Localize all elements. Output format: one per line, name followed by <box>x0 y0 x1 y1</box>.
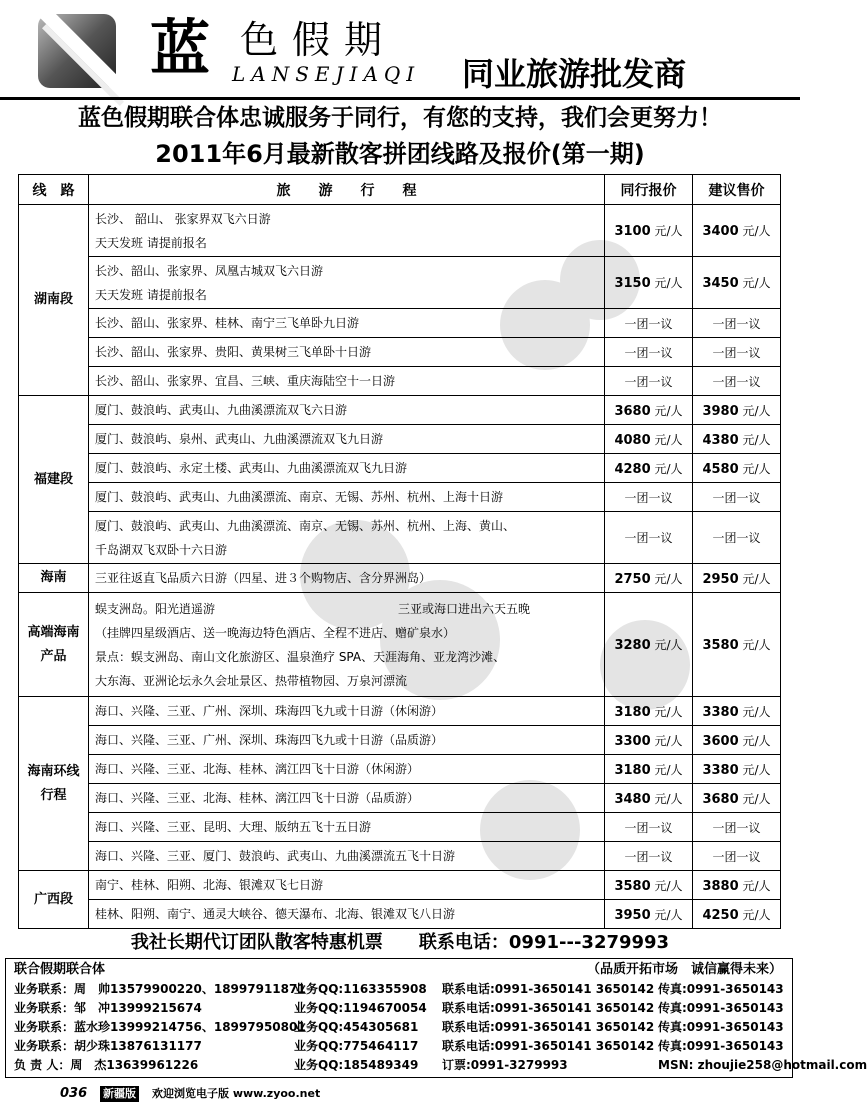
table-row <box>19 697 781 726</box>
price-value: 3480 <box>614 791 651 807</box>
page-number: 036 <box>60 1086 88 1101</box>
price-negotiable: 一团一议 <box>624 316 673 331</box>
route-text: 长沙、韶山、张家界、贵阳、黄果树三飞单卧十日游 <box>95 345 372 359</box>
route-text: 长沙、韶山、张家界、凤凰古城双飞六日游 <box>95 263 324 278</box>
price-unit: 元/人 <box>654 907 683 922</box>
price-negotiable: 一团一议 <box>712 849 761 864</box>
contact-field: 业务联系：胡少珠13876131177 <box>14 1039 202 1053</box>
price-unit: 元/人 <box>654 571 683 586</box>
route-line <box>95 844 600 868</box>
route-line <box>95 757 600 781</box>
price-negotiable: 一团一议 <box>624 849 673 864</box>
contact-tagline: （品质开拓市场 诚信赢得未来） <box>586 962 782 977</box>
route-side-note: 三亚或海口进出六天五晚 <box>397 601 530 616</box>
route-line <box>95 485 600 509</box>
route-cell <box>89 425 605 454</box>
retail-price-cell <box>693 367 781 396</box>
table-row <box>19 338 781 367</box>
table-header-row <box>19 175 781 205</box>
route-cell <box>89 454 605 483</box>
route-text: 厦门、鼓浪屿、武夷山、九曲溪漂流、南京、无锡、苏州、杭州、上海十日游 <box>95 490 504 504</box>
price-unit: 元/人 <box>654 461 683 476</box>
peer-price-cell <box>605 564 693 593</box>
route-cell <box>89 871 605 900</box>
price-value: 4580 <box>702 461 739 477</box>
region-cell: 福建段 <box>19 396 89 564</box>
price-unit: 元/人 <box>654 432 683 447</box>
contact-field: 负 责 人：周 杰13639961226 <box>14 1058 199 1072</box>
price-unit: 元/人 <box>742 907 771 922</box>
retail-price-cell <box>693 871 781 900</box>
table-row <box>19 454 781 483</box>
contact-field: 联系电话:0991-3650141 3650142 <box>442 982 655 996</box>
route-text: 海口、兴隆、三亚、广州、深圳、珠海四飞九或十日游（休闲游） <box>95 704 444 718</box>
route-cell <box>89 755 605 784</box>
price-unit: 元/人 <box>654 224 683 238</box>
contact-field: 业务QQ:454305681 <box>294 1020 419 1034</box>
route-line <box>95 538 600 562</box>
table-row <box>19 784 781 813</box>
route-text: 厦门、鼓浪屿、武夷山、九曲溪漂流双飞六日游 <box>95 403 348 417</box>
price-value: 3680 <box>702 791 739 807</box>
route-line <box>95 231 600 255</box>
route-line <box>95 340 600 364</box>
peer-price-cell <box>605 784 693 813</box>
contact-field: 业务QQ:1163355908 <box>294 982 427 996</box>
route-text: 厦门、鼓浪屿、永定土楼、武夷山、九曲溪漂流双飞九日游 <box>95 461 408 475</box>
price-value: 3580 <box>614 878 651 894</box>
edition-badge: 新疆版 <box>100 1086 139 1102</box>
route-line <box>95 728 600 752</box>
route-line <box>95 283 600 307</box>
price-value: 3880 <box>702 878 739 894</box>
route-price-table <box>18 174 781 929</box>
route-text: 长沙、韶山、张家界、宜昌、三峡、重庆海陆空十一日游 <box>95 374 396 388</box>
retail-price-cell <box>693 593 781 697</box>
table-row <box>19 483 781 512</box>
price-unit: 元/人 <box>742 762 771 777</box>
peer-price-cell <box>605 900 693 929</box>
route-text: 天天发班 请提前报名 <box>95 235 207 250</box>
route-line <box>95 669 600 693</box>
route-text: 长沙、韶山、张家界、桂林、南宁三飞单卧九日游 <box>95 316 360 330</box>
contact-field: 联系电话:0991-3650141 3650142 <box>442 1039 655 1053</box>
ticket-promo: 我社长期代订团队散客特惠机票 联系电话：0991---3279993 <box>130 932 670 953</box>
intro-line: 蓝色假期联合体忠诚服务于同行，有您的支持，我们会更努力！ <box>78 105 722 131</box>
price-value: 4380 <box>702 432 739 448</box>
price-value: 3400 <box>702 224 739 239</box>
retail-price-cell <box>693 900 781 929</box>
route-cell <box>89 367 605 396</box>
table-row <box>19 871 781 900</box>
price-value: 3300 <box>614 733 651 749</box>
price-unit: 元/人 <box>742 878 771 893</box>
route-cell <box>89 338 605 367</box>
contact-field: 业务联系：邹 冲13999215674 <box>14 1001 202 1015</box>
contact-field: 订票:0991-3279993 <box>442 1058 568 1072</box>
retail-price-cell <box>693 338 781 367</box>
retail-price-cell <box>693 755 781 784</box>
price-value: 3280 <box>614 638 651 653</box>
table-row <box>19 564 781 593</box>
contact-box <box>5 958 867 1078</box>
price-unit: 元/人 <box>654 403 683 418</box>
route-cell <box>89 593 605 697</box>
peer-price-cell <box>605 871 693 900</box>
route-line <box>95 699 600 723</box>
route-text: 海口、兴隆、三亚、北海、桂林、漓江四飞十日游（休闲游） <box>95 762 420 776</box>
retail-price-cell <box>693 257 781 309</box>
price-unit: 元/人 <box>654 638 683 652</box>
route-text: 景点：蜈支洲岛、南山文化旅游区、温泉渔疗 SPA、天涯海角、亚龙湾沙滩、 <box>95 649 506 664</box>
header-route: 旅 游 行 程 <box>89 175 605 205</box>
price-value: 3950 <box>614 907 651 923</box>
price-value: 3450 <box>702 276 739 291</box>
price-unit: 元/人 <box>742 403 771 418</box>
price-value: 4080 <box>614 432 651 448</box>
contact-row <box>14 1037 786 1056</box>
route-text: （挂牌四星级酒店、送一晚海边特色酒店、全程不进店、赠矿泉水） <box>95 625 456 640</box>
route-line <box>95 786 600 810</box>
route-line <box>95 427 600 451</box>
price-value: 3680 <box>614 403 651 419</box>
route-text: 长沙、 韶山、 张家界双飞六日游 <box>95 211 271 226</box>
retail-price-cell <box>693 784 781 813</box>
price-unit: 元/人 <box>654 733 683 748</box>
peer-price-cell <box>605 367 693 396</box>
contact-field: 业务QQ:185489349 <box>294 1058 419 1072</box>
route-cell <box>89 564 605 593</box>
price-unit: 元/人 <box>654 878 683 893</box>
route-text: 大东海、亚洲论坛永久会址景区、热带植物园、万泉河漂流 <box>95 673 408 688</box>
route-cell <box>89 483 605 512</box>
contact-title: 联合假期联合体 <box>14 962 106 977</box>
retail-price-cell <box>693 842 781 871</box>
route-cell <box>89 257 605 309</box>
route-text: 千岛湖双飞双卧十六日游 <box>95 542 228 557</box>
route-line <box>95 398 600 422</box>
company-logo <box>38 14 116 88</box>
route-text: 桂林、阳朔、南宁、通灵大峡谷、德天瀑布、北海、银滩双飞八日游 <box>95 907 456 921</box>
table-row <box>19 309 781 338</box>
retail-price-cell <box>693 813 781 842</box>
price-unit: 元/人 <box>742 704 771 719</box>
price-unit: 元/人 <box>742 638 771 652</box>
retail-price-cell <box>693 512 781 564</box>
route-text: 三亚往返直飞品质六日游（四星、进３个购物店、含分界洲岛） <box>95 571 432 585</box>
price-value: 3180 <box>614 762 651 778</box>
peer-price-cell <box>605 454 693 483</box>
price-negotiable: 一团一议 <box>712 820 761 835</box>
table-row <box>19 726 781 755</box>
route-text: 南宁、桂林、阳朔、北海、银滩双飞七日游 <box>95 878 324 892</box>
contact-field: 业务QQ:1194670054 <box>294 1001 427 1015</box>
route-text: 厦门、鼓浪屿、泉州、武夷山、九曲溪漂流双飞九日游 <box>95 432 384 446</box>
price-unit: 元/人 <box>654 704 683 719</box>
route-line <box>95 621 600 645</box>
contact-field: 传真:0991-3650143 <box>658 1020 784 1034</box>
contact-field: 联系电话:0991-3650141 3650142 <box>442 1001 655 1015</box>
table-row <box>19 396 781 425</box>
price-value: 3580 <box>702 638 739 653</box>
contact-row <box>14 999 786 1018</box>
price-negotiable: 一团一议 <box>712 490 761 505</box>
price-value: 3180 <box>614 704 651 720</box>
header-region: 线 路 <box>19 175 89 205</box>
price-value: 2950 <box>702 571 739 587</box>
route-cell <box>89 900 605 929</box>
brand-name-rest: 色假期 <box>240 18 397 62</box>
price-unit: 元/人 <box>654 276 683 290</box>
route-line <box>95 259 600 283</box>
peer-price-cell <box>605 512 693 564</box>
peer-price-cell <box>605 813 693 842</box>
price-unit: 元/人 <box>742 276 771 290</box>
table-row <box>19 900 781 929</box>
table-row <box>19 367 781 396</box>
route-line <box>95 566 600 590</box>
retail-price-cell <box>693 697 781 726</box>
price-unit: 元/人 <box>742 432 771 447</box>
price-value: 2750 <box>614 571 651 587</box>
route-line <box>95 645 600 669</box>
price-unit: 元/人 <box>742 571 771 586</box>
route-text: 海口、兴隆、三亚、昆明、大理、版纳五飞十五日游 <box>95 820 372 834</box>
page-footer <box>0 1084 800 1105</box>
contact-field: 业务QQ:775464117 <box>294 1039 419 1053</box>
price-value: 4250 <box>702 907 739 923</box>
route-line <box>95 207 600 231</box>
brand-name-main: 蓝 <box>150 14 210 84</box>
contact-field: 业务联系：蓝水珍13999214756、18997950801 <box>14 1020 306 1034</box>
route-line <box>95 311 600 335</box>
price-unit: 元/人 <box>654 791 683 806</box>
price-value: 3150 <box>614 276 651 291</box>
contact-field: 传真:0991-3650143 <box>658 982 784 996</box>
brand-slogan: 同业旅游批发商 <box>462 55 687 93</box>
retail-price-cell <box>693 726 781 755</box>
route-cell <box>89 697 605 726</box>
price-unit: 元/人 <box>742 733 771 748</box>
region-cell: 高端海南产品 <box>19 593 89 697</box>
route-line <box>95 514 600 538</box>
website-notice: 欢迎浏览电子版 www.zyoo.net <box>152 1087 321 1100</box>
retail-price-cell <box>693 396 781 425</box>
peer-price-cell <box>605 593 693 697</box>
table-row <box>19 755 781 784</box>
price-value: 3600 <box>702 733 739 749</box>
contact-field: 联系电话:0991-3650141 3650142 <box>442 1020 655 1034</box>
retail-price-cell <box>693 205 781 257</box>
peer-price-cell <box>605 205 693 257</box>
price-value: 4280 <box>614 461 651 477</box>
peer-price-cell <box>605 697 693 726</box>
table-row <box>19 813 781 842</box>
price-unit: 元/人 <box>742 791 771 806</box>
price-negotiable: 一团一议 <box>624 531 673 545</box>
price-value: 3380 <box>702 762 739 778</box>
retail-price-cell <box>693 564 781 593</box>
table-row <box>19 593 781 697</box>
peer-price-cell <box>605 338 693 367</box>
route-line <box>95 456 600 480</box>
price-negotiable: 一团一议 <box>624 490 673 505</box>
page-header <box>0 0 800 100</box>
route-text: 蜈支洲岛。阳光逍遥游 <box>95 601 216 616</box>
contact-field: 传真:0991-3650143 <box>658 1001 784 1015</box>
route-line <box>95 873 600 897</box>
route-text: 海口、兴隆、三亚、厦门、鼓浪屿、武夷山、九曲溪漂流五飞十日游 <box>95 849 456 863</box>
peer-price-cell <box>605 726 693 755</box>
route-cell <box>89 205 605 257</box>
issue-title: 2011年6月最新散客拼团线路及报价(第一期) <box>155 140 645 168</box>
price-negotiable: 一团一议 <box>712 374 761 389</box>
price-value: 3100 <box>614 224 651 239</box>
route-cell <box>89 726 605 755</box>
peer-price-cell <box>605 257 693 309</box>
header-peer-price: 同行报价 <box>605 175 693 205</box>
price-value: 3380 <box>702 704 739 720</box>
route-line <box>95 815 600 839</box>
route-text: 海口、兴隆、三亚、广州、深圳、珠海四飞九或十日游（品质游） <box>95 733 444 747</box>
route-text: 天天发班 请提前报名 <box>95 287 207 302</box>
table-row <box>19 842 781 871</box>
route-line <box>95 902 600 926</box>
header-divider <box>0 97 800 100</box>
route-cell <box>89 784 605 813</box>
contact-row <box>14 1056 867 1075</box>
contact-row <box>14 980 786 999</box>
peer-price-cell <box>605 396 693 425</box>
contact-field: 传真:0991-3650143 <box>658 1039 784 1053</box>
price-unit: 元/人 <box>654 762 683 777</box>
price-value: 3980 <box>702 403 739 419</box>
route-cell <box>89 396 605 425</box>
retail-price-cell <box>693 425 781 454</box>
retail-price-cell <box>693 483 781 512</box>
contact-field: MSN: zhoujie258@hotmail.com <box>658 1058 867 1072</box>
table-row <box>19 425 781 454</box>
price-unit: 元/人 <box>742 461 771 476</box>
retail-price-cell <box>693 309 781 338</box>
peer-price-cell <box>605 425 693 454</box>
peer-price-cell <box>605 483 693 512</box>
price-negotiable: 一团一议 <box>624 345 673 360</box>
price-negotiable: 一团一议 <box>712 531 761 545</box>
route-cell <box>89 309 605 338</box>
peer-price-cell <box>605 842 693 871</box>
route-line <box>95 597 600 621</box>
route-text: 海口、兴隆、三亚、北海、桂林、漓江四飞十日游（品质游） <box>95 791 420 805</box>
peer-price-cell <box>605 309 693 338</box>
region-cell: 海南环线行程 <box>19 697 89 871</box>
route-line <box>95 369 600 393</box>
table-row <box>19 205 781 257</box>
table-row <box>19 257 781 309</box>
route-cell <box>89 842 605 871</box>
price-unit: 元/人 <box>742 224 771 238</box>
price-negotiable: 一团一议 <box>712 316 761 331</box>
route-cell <box>89 512 605 564</box>
contact-row <box>14 1018 786 1037</box>
region-cell: 海南 <box>19 564 89 593</box>
header-retail-price: 建议售价 <box>693 175 781 205</box>
brand-romanization: LANSEJIAQI <box>232 62 421 86</box>
route-cell <box>89 813 605 842</box>
peer-price-cell <box>605 755 693 784</box>
retail-price-cell <box>693 454 781 483</box>
price-negotiable: 一团一议 <box>624 374 673 389</box>
route-text: 厦门、鼓浪屿、武夷山、九曲溪漂流、南京、无锡、苏州、杭州、上海、黄山、 <box>95 518 516 533</box>
table-row <box>19 512 781 564</box>
price-negotiable: 一团一议 <box>712 345 761 360</box>
price-negotiable: 一团一议 <box>624 820 673 835</box>
contact-field: 业务联系：周 帅13579900220、18997911871 <box>14 982 306 996</box>
region-cell: 广西段 <box>19 871 89 929</box>
region-cell: 湖南段 <box>19 205 89 396</box>
